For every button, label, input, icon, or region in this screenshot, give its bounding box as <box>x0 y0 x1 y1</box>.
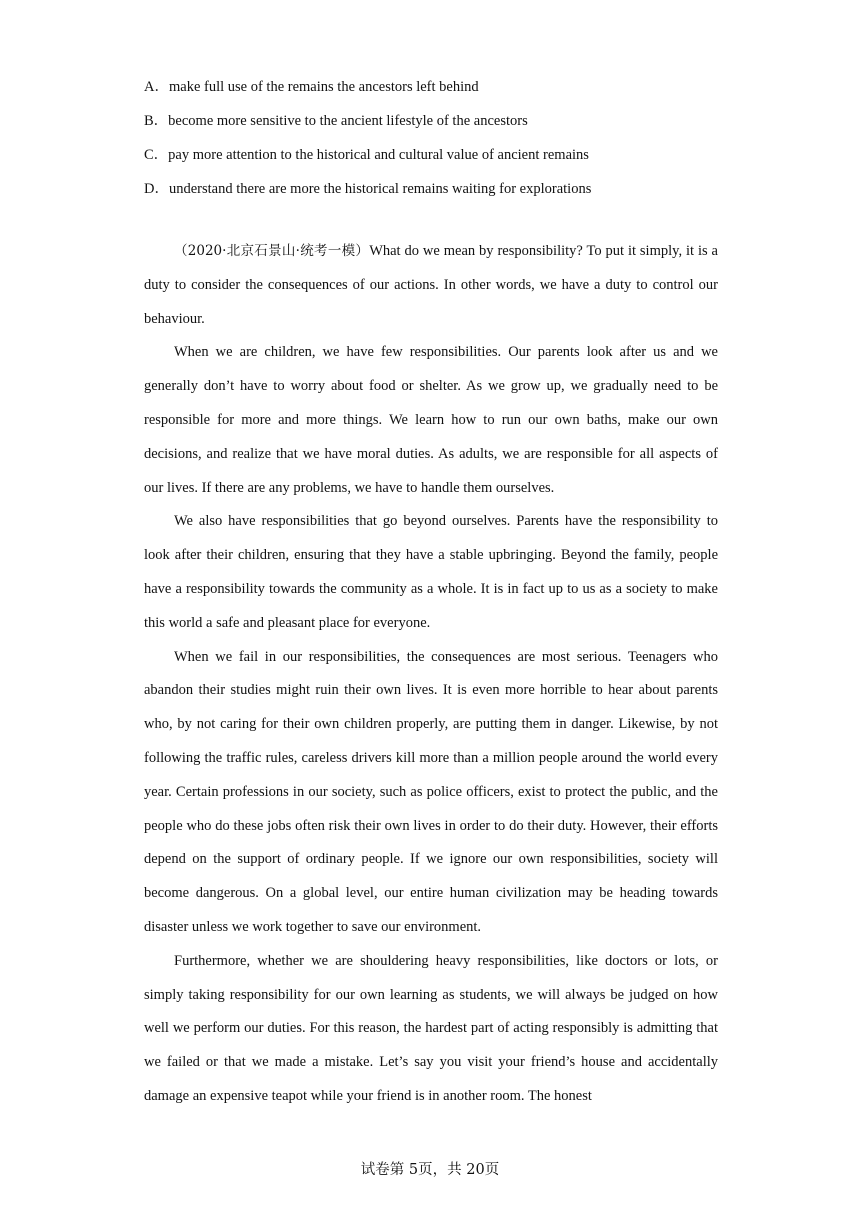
option-b <box>144 104 724 138</box>
passage-paragraph: When we are children, we have few responsibilities. Our parents look after us and we generally don’t have to worry about food or shelter. As we grow up, we gradually need to be responsible for more and more things. We learn how to run our own baths, make our own decisions, and realize that we have moral duties. As adults, we are responsible for all aspects of our lives. If there are any problems, we have to handle them ourselves. <box>144 344 718 496</box>
passage-paragraph: When we fail in our responsibilities, the consequences are most serious. Teenagers who abandon their studies might ruin their own lives. It is even more horrible to hear about parents who, by not caring for their own children properly, are putting them in danger. Likewise, by not following the traffic rules, careless drivers kill more than a million people around the world every year. Certain professions in our society, such as police officers, exist to protect the public, and the people who do these jobs often risk their own lives in order to do their duty. However, their efforts depend on the support of ordinary people. If we ignore our own responsibilities, society will become dangerous. On a global level, our entire human civilization may be heading towards disaster unless we work together to save our environment. <box>144 648 718 935</box>
reading-passage <box>144 235 718 1114</box>
option-a <box>144 70 724 104</box>
option-letter: C． <box>144 147 169 163</box>
option-text: make full use of the remains the ancestors left behind <box>168 79 479 95</box>
option-letter: B． <box>144 113 169 129</box>
option-c <box>144 138 724 172</box>
option-letter: A． <box>144 79 169 95</box>
option-letter: D． <box>144 181 169 197</box>
option-d <box>144 172 724 206</box>
option-text: become more sensitive to the ancient lifestyle of the ancestors <box>168 113 528 129</box>
passage-paragraph <box>144 235 718 336</box>
passage-source: （2020·北京石景山·统考一模） <box>174 243 370 259</box>
page-footer: 试卷第 5页，共 20页 <box>360 1162 500 1178</box>
passage-paragraph: We also have responsibilities that go beyond ourselves. Parents have the responsibility to look after their children, ensuring that they have a stable upbringing. Beyond the family, people have a responsibility towards the community as a whole. It is in fact up to us as a society to make this world a safe and pleasant place for everyone. <box>144 513 718 631</box>
answer-options <box>144 70 724 206</box>
paragraph-text: What do we mean by responsibility? To put it simply, it is a duty to consider the consequences of our actions. In other words, we have a duty to control our behaviour. <box>144 243 718 327</box>
passage-paragraph: Furthermore, whether we are shouldering heavy responsibilities, like doctors or lots, or simply taking responsibility for our own learning as students, we will always be judged on how well we perform our duties. For this reason, the hardest part of acting responsibly is admitting that we failed or that we made a mistake. Let’s say you visit your friend’s house and accidentally damage an expensive teapot while your friend is in another room. The honest <box>144 952 718 1104</box>
option-text: understand there are more the historical remains waiting for explorations <box>168 181 592 197</box>
option-text: pay more attention to the historical and cultural value of ancient remains <box>168 147 589 163</box>
